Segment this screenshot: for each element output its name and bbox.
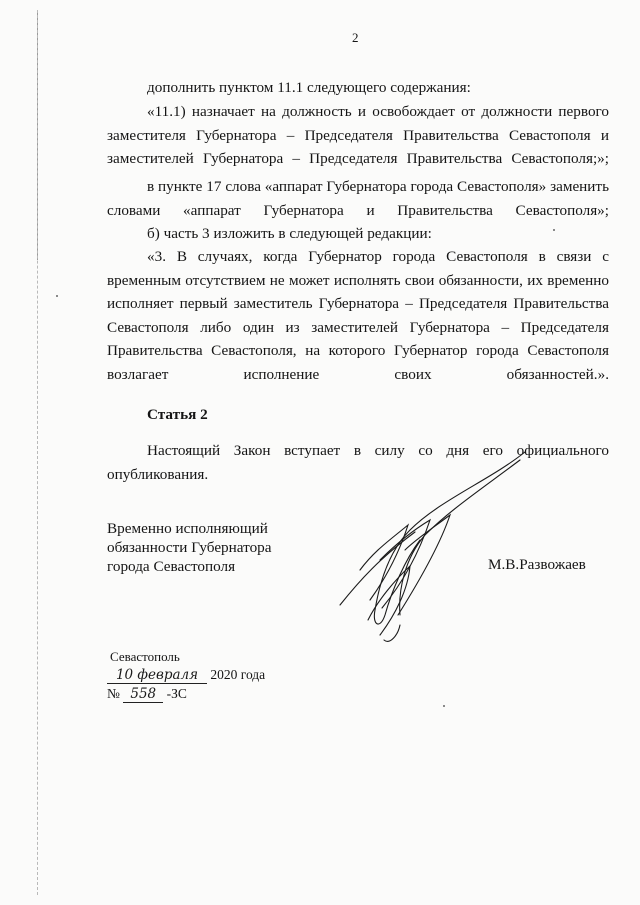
scan-speck bbox=[56, 295, 58, 297]
paragraph-add-point: дополнить пунктом 11.1 следующего содержания: bbox=[147, 79, 471, 96]
signatory-name: М.В.Развожаев bbox=[488, 556, 586, 573]
handwritten-number: 558 bbox=[123, 686, 163, 703]
number-sign: № bbox=[107, 686, 120, 701]
date-year: 2020 года bbox=[210, 667, 266, 682]
paragraph-entry-into-force: Настоящий Закон вступает в силу со дня его официального опубликования. bbox=[107, 442, 609, 483]
binding-perforation-line bbox=[37, 10, 38, 895]
handwritten-date: 10 февраля bbox=[107, 667, 207, 684]
signing-date bbox=[107, 667, 265, 684]
signatory-title-line-2: обязанности Губернатора bbox=[107, 539, 272, 556]
law-number bbox=[107, 686, 187, 703]
handwritten-signature bbox=[320, 440, 530, 650]
paragraph-part-3-text: «3. В случаях, когда Губернатор города Севастополя в связи с временным отсутствием не может исполнять свои обязанности, их временно исполняет первый заместитель Губернатора – Председателя Правительства Севастополя либо один из заместителей Губернатора – Председателя Правительства Севастополя, на которого Губернатор города Севастополя возлагает исполнение своих обязанностей.». bbox=[107, 248, 609, 383]
number-suffix: -ЗС bbox=[166, 686, 187, 701]
scan-speck bbox=[553, 229, 555, 231]
paragraph-point-11-1: «11.1) назначает на должность и освобождает от должности первого заместителя Губернатора – Председателя Правительства Севастополя и заместителей Губернатора – Председателя Правительства Севастополя;»; bbox=[107, 103, 609, 168]
signatory-title-line-3: города Севастополя bbox=[107, 558, 236, 575]
page-number: 2 bbox=[352, 30, 359, 45]
signatory-title bbox=[107, 519, 272, 576]
paragraph-part-3-intro: б) часть 3 изложить в следующей редакции: bbox=[147, 225, 432, 242]
signatory-title-line-1: Временно исполняющий bbox=[107, 520, 268, 537]
place-of-signing: Севастополь bbox=[110, 649, 180, 664]
scan-speck bbox=[443, 705, 445, 707]
paragraph-point-17: в пункте 17 слова «аппарат Губернатора города Севастополя» заменить словами «аппарат Губернатора и Правительства Севастополя»; bbox=[107, 178, 609, 219]
article-2-heading: Статья 2 bbox=[147, 406, 208, 423]
